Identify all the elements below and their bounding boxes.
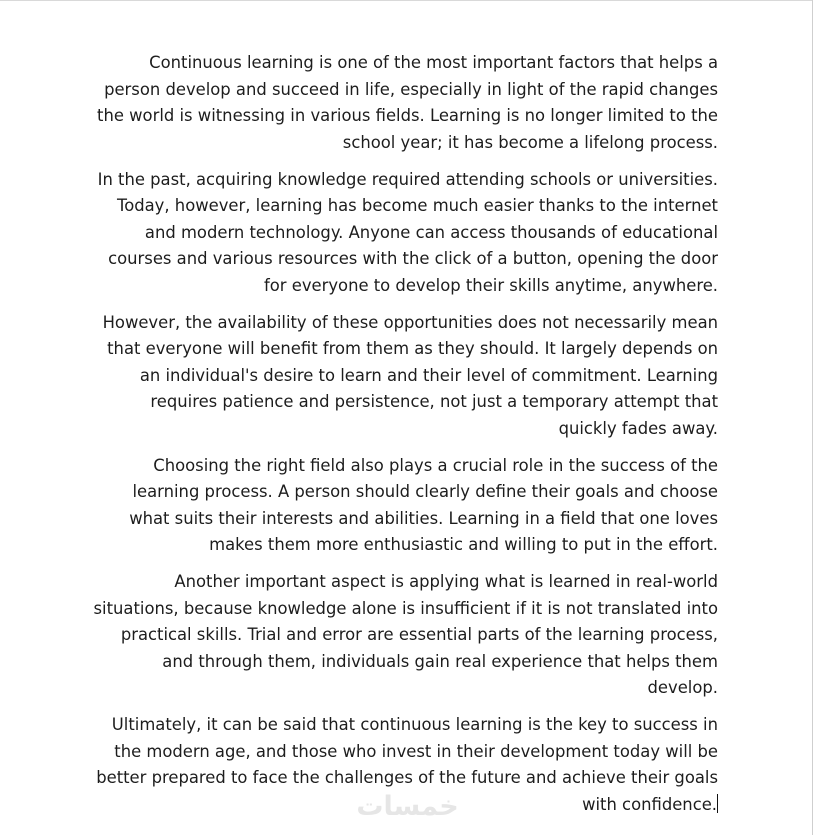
paragraph-3[interactable]: However, the availability of these opportunities does not necessarily mean that everyone will benefit from them as they should. It largely depends on an individual's desire to learn and their level of commitment. Learning requires patience and persistence, not just a temporary attempt that quickly fades away. bbox=[102, 312, 718, 438]
page-top-border bbox=[0, 0, 812, 1]
paragraph-5[interactable]: Another important aspect is applying what is learned in real-world situations, because knowledge alone is insufficient if it is not translated into practical skills. Trial and error are essential parts of the learning process, and through them, individuals gain real experience that helps them develop. bbox=[93, 572, 718, 697]
paragraph-6-text: Ultimately, it can be said that continuous learning is the key to success in the modern age, and those who invest in their development today will be better prepared to face the challenges of the future and achieve their goals with confidence. bbox=[96, 715, 718, 814]
paragraph-4[interactable]: Choosing the right field also plays a crucial role in the success of the learning process. A person should clearly define their goals and choose what suits their interests and abilities. Learning in a field that one loves makes them more enthusiastic and willing to put in the effort. bbox=[129, 455, 718, 554]
document-page[interactable] bbox=[92, 50, 718, 829]
paragraph-1[interactable]: Continuous learning is one of the most important factors that helps a person develop and succeed in life, especially in light of the rapid changes the world is witnessing in various fields. Learning is no longer limited to the school year; it has become a lifelong process. bbox=[97, 53, 718, 152]
paragraph-2[interactable]: In the past, acquiring knowledge required attending schools or universities. Today, however, learning has become much easier thanks to the internet and modern technology. Anyone can access thousands of educational courses and various resources with the click of a button, opening the door for everyone to develop their skills anytime, anywhere. bbox=[97, 169, 718, 295]
page-right-border bbox=[812, 0, 813, 835]
watermark-logo: خمسات bbox=[356, 791, 459, 822]
